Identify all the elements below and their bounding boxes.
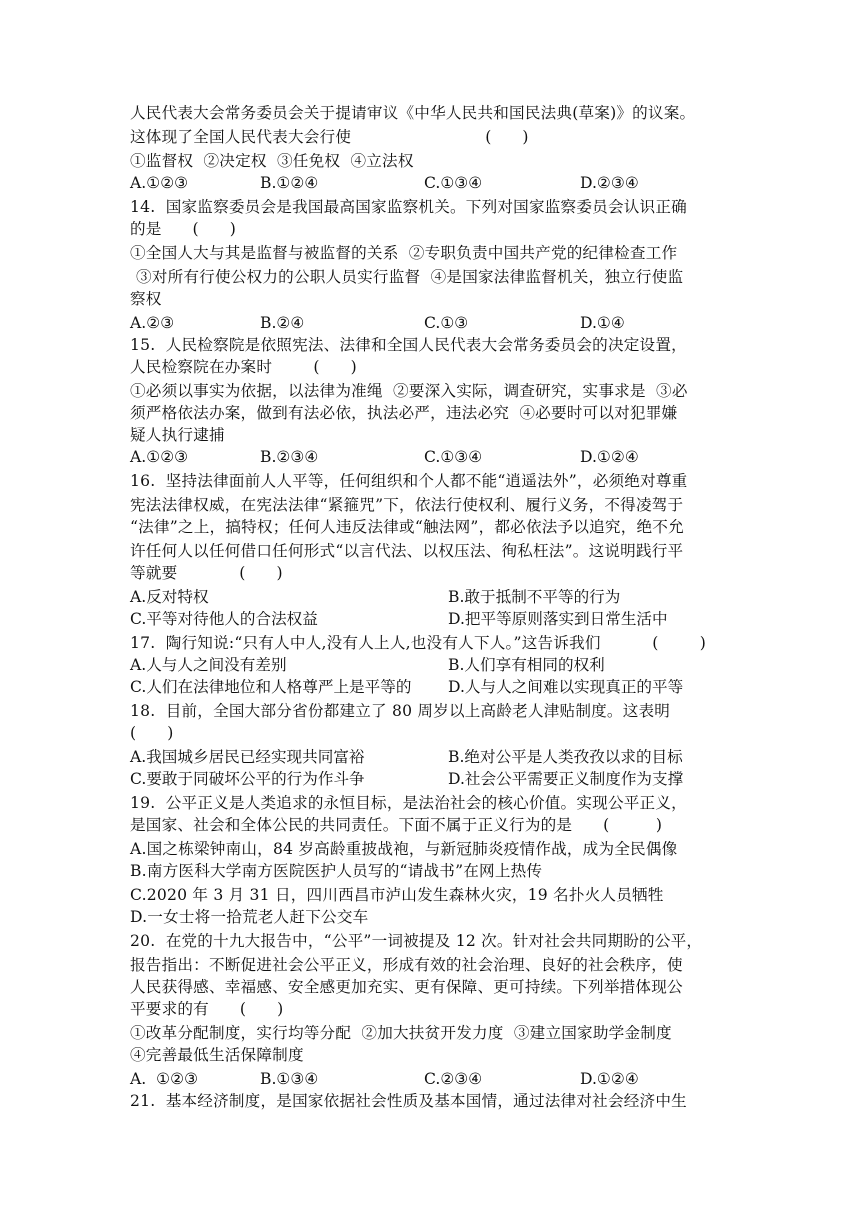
option-d: D.①②④: [580, 448, 639, 466]
option-b: B.①③④: [260, 1070, 319, 1088]
option-d: D.②③④: [580, 174, 639, 192]
options-row-q16-cd: [130, 608, 750, 630]
options-row-q14: [130, 312, 750, 334]
option-a: A.反对特权: [130, 588, 209, 606]
option-d: D.①④: [580, 314, 625, 332]
text-line: 这体现了全国人民代表大会行使 ( ): [130, 128, 529, 146]
option-a: A.①②③: [130, 174, 189, 192]
question-18-stem: 18. 目前，全国大部分省份都建立了 80 周岁以上高龄老人津贴制度。这表明: [130, 702, 671, 720]
option-c: C.平等对待他人的合法权益: [130, 610, 318, 628]
question-21-stem: 21. 基本经济制度，是国家依据社会性质及基本国情，通过法律对社会经济中生: [130, 1092, 687, 1110]
option-b: B.南方医科大学南方医院医护人员写的“请战书”在网上热传: [130, 862, 543, 880]
option-c: C.①③④: [424, 448, 483, 466]
option-c: C.①③: [424, 314, 469, 332]
option-c: C.人们在法律地位和人格尊严上是平等的: [130, 678, 412, 696]
text-line: 人民代表大会常务委员会关于提请审议《中华人民共和国民法典(草案)》的议案。: [130, 104, 696, 122]
text-line: ( ): [130, 724, 174, 742]
text-line: 许任何人以任何借口任何形式“以言代法、以权压法、徇私枉法”。这说明践行平: [130, 542, 684, 560]
options-row-q15: [130, 446, 750, 468]
text-line: ③对所有行使公权力的公职人员实行监督 ④是国家法律监督机关，独立行使监: [136, 268, 684, 286]
text-line: 须严格依法办案，做到有法必依，执法必严，违法必究 ④必要时可以对犯罪嫌: [130, 404, 678, 422]
question-14-stem: 14. 国家监察委员会是我国最高国家监察机关。下列对国家监察委员会认识正确: [130, 198, 687, 216]
options-row-q20: [130, 1068, 750, 1090]
option-d: D.人与人之间难以实现真正的平等: [448, 678, 684, 696]
option-b: B.②④: [260, 314, 305, 332]
option-a: A.国之栋梁钟南山，84 岁高龄重披战袍，与新冠肺炎疫情作战，成为全民偶像: [130, 840, 678, 858]
text-line: 等就要 ( ): [130, 564, 283, 582]
option-a: A.①②③: [130, 448, 189, 466]
options-row-q16-ab: [130, 586, 750, 608]
option-a: A.人与人之间没有差别: [130, 656, 287, 674]
text-line: 是国家、社会和全体公民的共同责任。下面不属于正义行为的是 ( ): [130, 816, 663, 834]
option-c: C.②③④: [424, 1070, 483, 1088]
text-line: 察权: [130, 290, 162, 308]
text-line: 人民检察院在办案时 ( ): [130, 358, 357, 376]
text-line: 的是 ( ): [130, 220, 237, 238]
options-row-q17-ab: [130, 654, 750, 676]
text-line: 疑人执行逮捕: [130, 426, 225, 444]
text-line: ①全国人大与其是监督与被监督的关系 ②专职负责中国共产党的纪律检查工作: [130, 244, 678, 262]
option-b: B.绝对公平是人类孜孜以求的目标: [448, 748, 683, 766]
text-line: ①监督权 ②决定权 ③任免权 ④立法权: [130, 152, 414, 170]
options-row-q18-ab: [130, 746, 750, 768]
question-16-stem: 16. 坚持法律面前人人平等，任何组织和个人都不能“逍遥法外”，必须绝对尊重: [130, 472, 688, 490]
option-d: D.社会公平需要正义制度作为支撑: [448, 770, 684, 788]
option-a: A.②③: [130, 314, 175, 332]
text-line: 平要求的有 ( ): [130, 1000, 284, 1018]
option-d: D.一女士将一拾荒老人赶下公交车: [130, 908, 369, 926]
question-20-stem: 20. 在党的十九大报告中，“公平”一词被提及 12 次。针对社会共同期盼的公平，: [130, 932, 703, 950]
text-line: ④完善最低生活保障制度: [130, 1046, 304, 1064]
options-row-q13: [130, 172, 750, 194]
option-b: B.人们享有相同的权利: [448, 656, 605, 674]
text-line: ①必须以事实为依据，以法律为准绳 ②要深入实际，调查研究，实事求是 ③必: [130, 382, 688, 400]
text-line: 报告指出：不断促进社会公平正义，形成有效的社会治理、良好的社会秩序，使: [130, 956, 683, 974]
option-d: D.①②④: [580, 1070, 639, 1088]
options-row-q17-cd: [130, 676, 750, 698]
option-b: B.敢于抵制不平等的行为: [448, 588, 621, 606]
option-a: A. ①②③: [130, 1070, 199, 1088]
question-17-stem: 17. 陶行知说:“只有人中人,没有人上人,也没有人下人。”这告诉我们 ( ): [130, 634, 707, 652]
option-b: B.①②④: [260, 174, 319, 192]
text-line: ①改革分配制度，实行均等分配 ②加大扶贫开发力度 ③建立国家助学金制度: [130, 1024, 672, 1042]
option-b: B.②③④: [260, 448, 319, 466]
question-15-stem: 15. 人民检察院是依照宪法、法律和全国人民代表大会常务委员会的决定设置，: [130, 336, 687, 354]
options-row-q18-cd: [130, 768, 750, 790]
text-line: 宪法法律权威，在宪法法律“紧箍咒”下，依法行使权利、履行义务，不得凌驾于: [130, 496, 684, 514]
text-line: 人民获得感、幸福感、安全感更加充实、更有保障、更可持续。下列举措体现公: [130, 978, 683, 996]
question-19-stem: 19. 公平正义是人类追求的永恒目标，是法治社会的核心价值。实现公平正义，: [130, 794, 687, 812]
text-line: “法律”之上，搞特权；任何人违反法律或“触法网”，都必依法予以追究，绝不允: [130, 518, 684, 536]
option-c: C.要敢于同破坏公平的行为作斗争: [130, 770, 365, 788]
option-c: C.①③④: [424, 174, 483, 192]
option-d: D.把平等原则落实到日常生活中: [448, 610, 668, 628]
option-a: A.我国城乡居民已经实现共同富裕: [130, 748, 365, 766]
option-c: C.2020 年 3 月 31 日，四川西昌市泸山发生森林火灾，19 名扑火人员牺牲: [130, 886, 664, 904]
